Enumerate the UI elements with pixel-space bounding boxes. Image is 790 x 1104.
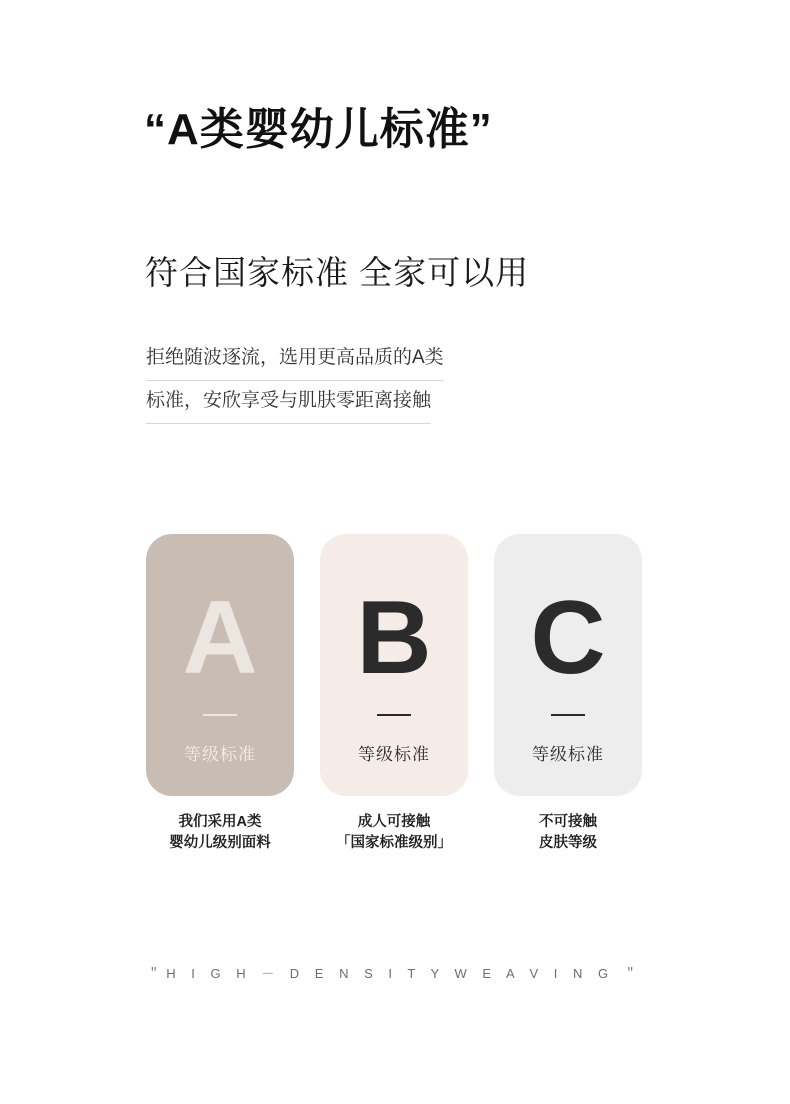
grade-label-b: 等级标准 <box>358 745 430 764</box>
description-block <box>146 338 616 424</box>
grade-caption-b-line-1: 成人可接触 <box>357 814 431 830</box>
footer-tagline: ＂H I G H － D E N S I T Y W E A V I N G ＂ <box>147 966 643 981</box>
page-title: “A类婴幼儿标准” <box>144 105 493 154</box>
grade-card-a <box>146 534 294 796</box>
grade-caption-c-line-1: 不可接触 <box>539 814 597 830</box>
grade-letter-a: A <box>182 580 258 696</box>
divider-b <box>377 714 411 716</box>
grade-letter-c: C <box>530 580 606 696</box>
subheading: 符合国家标准 全家可以用 <box>145 254 530 291</box>
divider-a <box>203 714 237 716</box>
grade-letter-b: B <box>356 580 432 696</box>
grade-card-b <box>320 534 468 796</box>
description-line-1: 拒绝随波逐流，选用更高品质的A类 <box>146 338 444 381</box>
grade-caption-c-line-2: 皮肤等级 <box>539 835 597 851</box>
grade-caption-b <box>320 812 468 854</box>
description-line-2: 标准，安欣享受与肌肤零距离接触 <box>146 381 431 424</box>
divider-c <box>551 714 585 716</box>
grade-caption-c <box>494 812 642 854</box>
grade-caption-a-line-1: 我们采用A类 <box>178 814 262 830</box>
grade-caption-a <box>146 812 294 854</box>
grade-caption-a-line-2: 婴幼儿级别面料 <box>169 835 271 851</box>
grade-label-c: 等级标准 <box>532 745 604 764</box>
grade-card-c <box>494 534 642 796</box>
grade-caption-b-line-2: 「国家标准级别」 <box>336 835 452 851</box>
grade-caption-list <box>146 812 644 854</box>
grade-label-a: 等级标准 <box>184 745 256 764</box>
grade-card-list <box>146 534 644 796</box>
